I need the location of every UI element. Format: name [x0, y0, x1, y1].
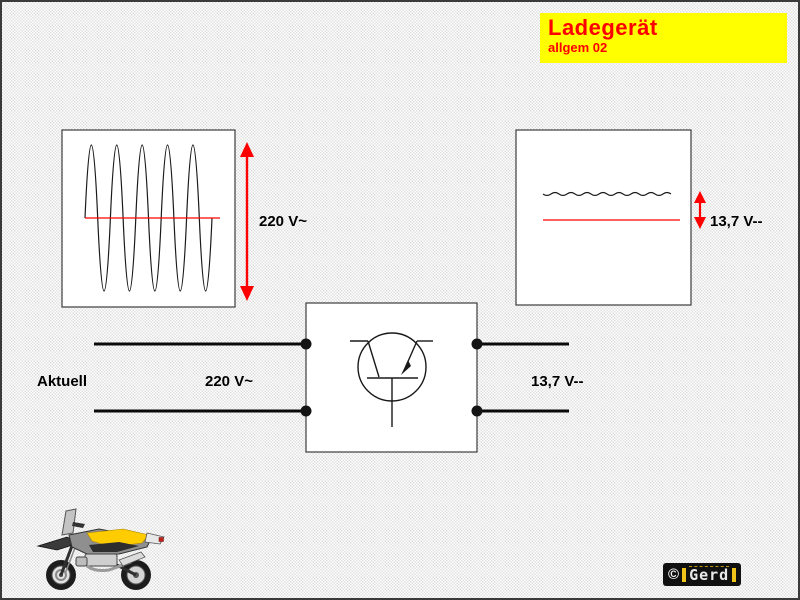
copyright-icon: ©: [668, 566, 680, 583]
terminal-dot: [472, 406, 483, 417]
terminal-dot: [301, 406, 312, 417]
logo-bar-right: [732, 568, 736, 582]
page-title: Ladegerät: [548, 15, 658, 40]
circuit-output-label: 13,7 V--: [531, 373, 584, 390]
motorcycle-image: [38, 509, 164, 590]
page-subtitle: allgem 02: [548, 40, 608, 55]
ac-voltage-label: 220 V~: [259, 213, 307, 230]
arrow-down-icon: [240, 286, 254, 301]
small-arrow-up-icon: [694, 191, 706, 203]
small-arrow-down-icon: [694, 217, 706, 229]
dc-scope-box: [516, 130, 691, 305]
logo-text: Gerd: [689, 566, 730, 584]
diagram-canvas: [2, 2, 798, 598]
terminal-dot: [472, 339, 483, 350]
logo-bar-left: [682, 568, 686, 582]
gerd-logo: [663, 563, 741, 586]
title-box: [540, 13, 787, 63]
circuit-input-label: 220 V~: [205, 373, 253, 390]
arrow-up-icon: [240, 142, 254, 157]
row-label-aktuell: Aktuell: [37, 373, 88, 390]
terminal-dot: [301, 339, 312, 350]
dc-voltage-label: 13,7 V--: [710, 213, 763, 230]
